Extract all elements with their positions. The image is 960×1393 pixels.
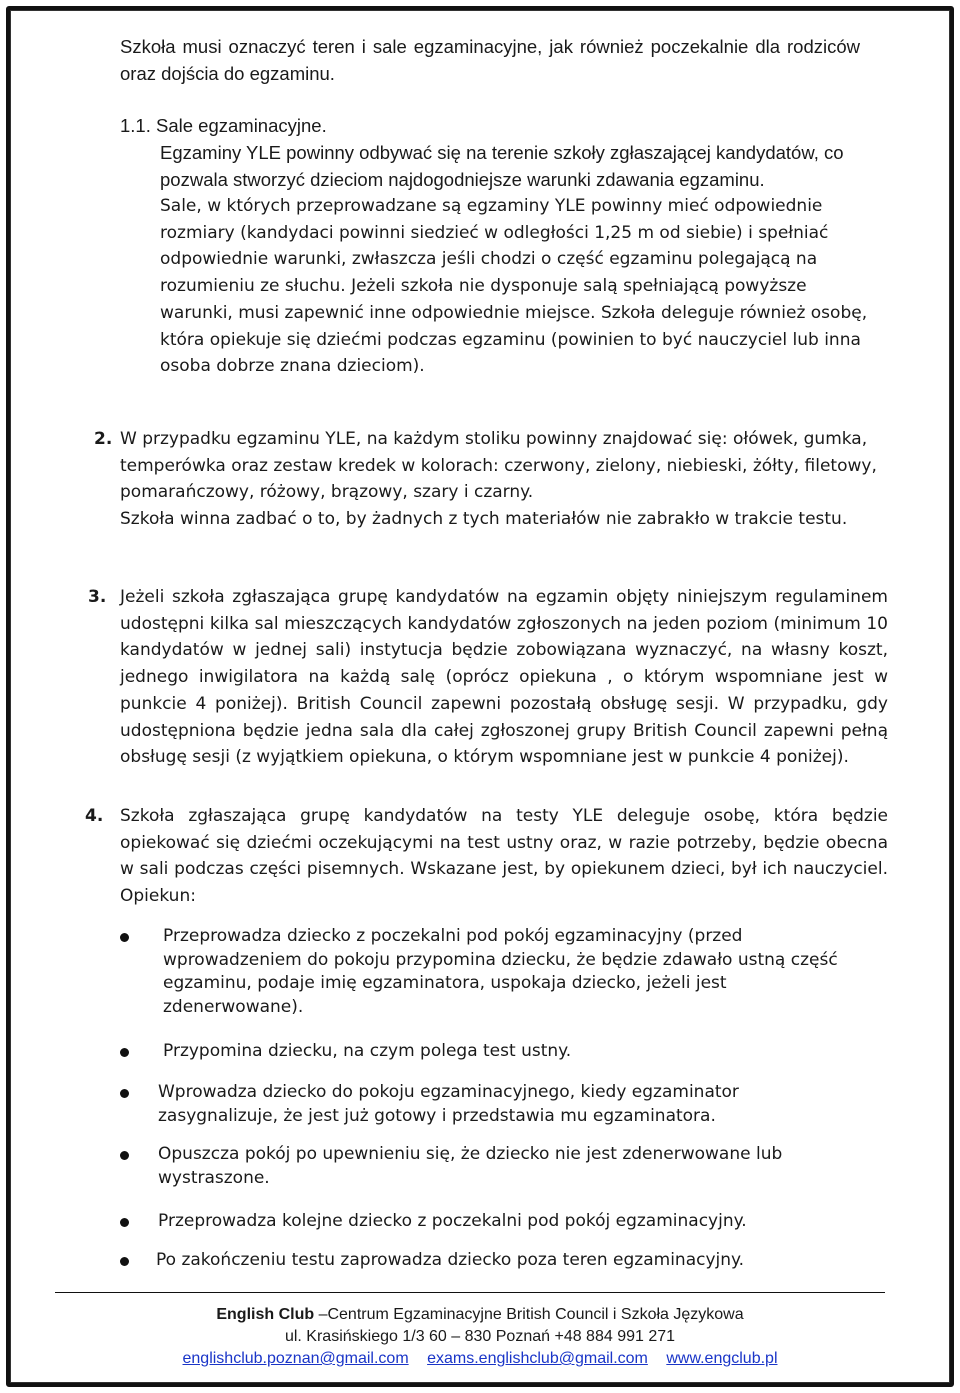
bullet-icon	[120, 933, 129, 942]
footer-website-link[interactable]: www.engclub.pl	[666, 1350, 778, 1367]
bullet-item-4: Opuszcza pokój po upewnieniu się, że dziecko nie jest zdenerwowane lub wystraszone.	[158, 1144, 783, 1188]
bullet-icon	[120, 1048, 129, 1057]
bullet-icon	[120, 1089, 129, 1098]
bullet-item-2: Przypomina dziecku, na czym polega test ustny.	[163, 1041, 572, 1061]
bullet-icon	[120, 1257, 129, 1266]
footer-links	[0, 1348, 960, 1370]
intro-paragraph: Szkoła musi oznaczyć teren i sale egzaminacyjne, jak również poczekalnie dla rodziców oraz dojścia do egzaminu.	[120, 36, 860, 84]
section-4-number: 4.	[85, 806, 104, 826]
footer-address: ul. Krasińskiego 1/3 60 – 830 Poznań +48 884 991 271	[284, 1328, 676, 1345]
bullet-item-3: Wprowadza dziecko do pokoju egzaminacyjnego, kiedy egzaminator zasygnalizuje, że jest już gotowy i przedstawia mu egzaminatora.	[158, 1082, 739, 1126]
footer-org-name: English Club	[216, 1306, 315, 1323]
section-4-text: Szkoła zgłaszająca grupę kandydatów na testy YLE deleguje osobę, która będzie opiekować się dziećmi oczekującymi na test ustny oraz, w razie potrzeby, będzie obecna w sali podczas części pisemnych. Wskazane jest, by opiekunem dzieci, był ich nauczyciel. Opiekun:	[120, 806, 888, 907]
bullet-item-1: Przeprowadza dziecko z poczekalni pod pokój egzaminacyjny (przed wprowadzeniem do pokoju przypomina dziecku, że będzie zdawało ustną część egzaminu, podaje imię egzaminatora, uspokaja dziecko, jeżeli jest zdenerwowane).	[163, 926, 838, 1017]
footer-org-description: –Centrum Egzaminacyjne British Council i Szkoła Językowa	[314, 1306, 744, 1323]
bullet-item-6: Po zakończeniu testu zaprowadza dziecko poza teren egzaminacyjny.	[156, 1250, 745, 1270]
footer-email-1-link[interactable]: englishclub.poznan@gmail.com	[182, 1350, 409, 1367]
footer-email-2-link[interactable]: exams.englishclub@gmail.com	[427, 1350, 648, 1367]
section-3-text: Jeżeli szkoła zgłaszająca grupę kandydatów na egzamin objęty niniejszym regulaminem udostępni kilka sal mieszczących kandydatów zgłoszonych na jeden poziom (minimum 10 kandydatów w jednej sali) instytucja będzie zobowiązana wyznaczyć, na własny koszt, jednego inwigilatora na każdą salę (oprócz opiekuna , o którym wspomniane jest w punkcie 4 poniżej). British Council zapewni pozostałą obsługę sesji. W przypadku, gdy udostępniona będzie jedna sala dla całej zgłoszonej grupy British Council zapewni pełną obsługę sesji (z wyjątkiem opiekuna, o którym wspomniane jest w punkcie 4 poniżej).	[120, 587, 888, 768]
section-1-1-paragraph-b: Sale, w których przeprowadzane są egzaminy YLE powinny mieć odpowiednie rozmiary (kandydaci powinni siedzieć w odległości 1,25 m od siebie) i spełniać odpowiednie warunki, zwłaszcza jeśli chodzi o część egzaminu polegającą na rozumieniu ze słuchu. Jeżeli szkoła nie dysponuje salą spełniającą powyższe warunki, musi zapewnić inne odpowiednie miejsce. Szkoła deleguje również osobę, która opiekuje się dziećmi podczas egzaminu (powinien to być nauczyciel lub inna osoba dobrze znana dzieciom).	[160, 196, 868, 377]
section-2-text-b: Szkoła winna zadbać o to, by żadnych z tych materiałów nie zabrakło w trakcie testu.	[120, 509, 848, 529]
bullet-icon	[120, 1218, 129, 1227]
bullet-item-5: Przeprowadza kolejne dziecko z poczekalni pod pokój egzaminacyjny.	[158, 1211, 747, 1231]
footer-divider	[55, 1292, 885, 1293]
section-2-text-a: W przypadku egzaminu YLE, na każdym stoliku powinny znajdować się: ołówek, gumka, temperówka oraz zestaw kredek w kolorach: czerwony, zielony, niebieski, żółty, filetowy, pomarańczowy, różowy, brązowy, szary i czarny.	[120, 429, 877, 503]
section-3-number: 3.	[88, 587, 107, 607]
footer-org-line	[0, 1304, 960, 1326]
section-1-1-paragraph-a: Egzaminy YLE powinny odbywać się na terenie szkoły zgłaszającej kandydatów, co pozwala stworzyć dzieciom najdogodniejsze warunki zdawania egzaminu.	[160, 142, 844, 190]
section-2-number: 2.	[94, 429, 113, 449]
section-1-1-heading: 1.1. Sale egzaminacyjne.	[120, 115, 327, 136]
bullet-icon	[120, 1151, 129, 1160]
